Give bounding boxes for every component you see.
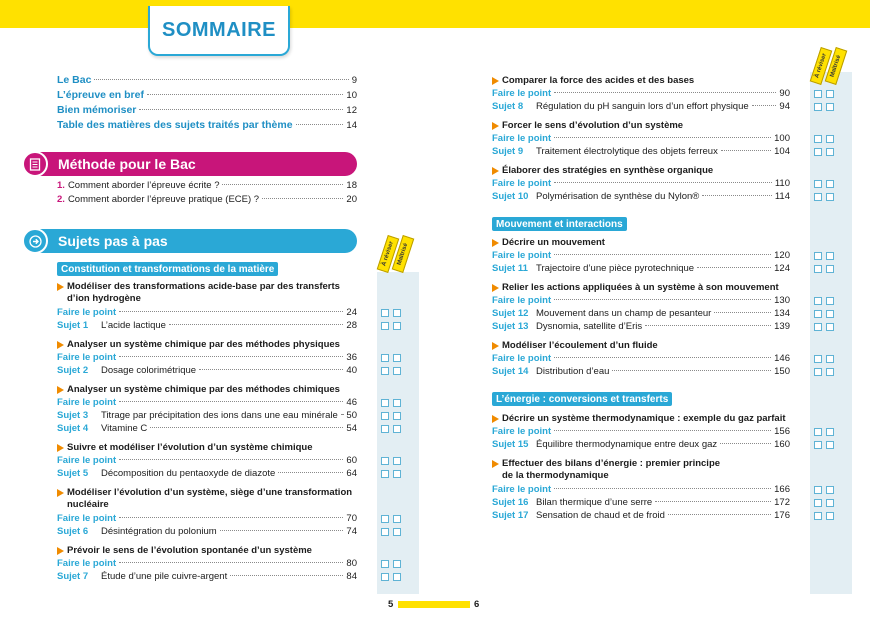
faire-le-point-row[interactable]: Faire le point 156 — [492, 426, 790, 437]
methode-item[interactable]: 2. Comment aborder l’épreuve pratique (ECE) ? 20 — [57, 194, 357, 205]
checkbox-maitrise[interactable] — [826, 135, 834, 143]
checkbox-maitrise[interactable] — [826, 90, 834, 98]
checkbox-maitrise[interactable] — [393, 322, 401, 330]
checkbox-maitrise[interactable] — [393, 354, 401, 362]
checkbox-maitrise[interactable] — [826, 428, 834, 436]
checkbox-a-reviser[interactable] — [381, 528, 389, 536]
methode-item[interactable]: 1. Comment aborder l’épreuve écrite ? 18 — [57, 180, 357, 191]
intro-item[interactable]: Le Bac 9 — [57, 74, 357, 86]
faire-le-point-row[interactable]: Faire le point 100 — [492, 133, 790, 144]
tag-a-reviser: À réviser — [810, 47, 833, 85]
checkbox-maitrise[interactable] — [826, 499, 834, 507]
chapter-heading[interactable]: Relier les actions appliquées à un système à son mouvement — [492, 282, 790, 294]
chapter-heading[interactable]: Analyser un système chimique par des méthodes chimiques — [57, 384, 357, 396]
checkbox-maitrise[interactable] — [393, 457, 401, 465]
checkbox-maitrise[interactable] — [393, 528, 401, 536]
checkbox-a-reviser[interactable] — [814, 441, 822, 449]
sujet-row[interactable]: Sujet 14 Distribution d’eau 150 — [492, 366, 790, 377]
checkbox-a-reviser[interactable] — [381, 322, 389, 330]
intro-item[interactable]: Table des matières des sujets traités par thème 14 — [57, 119, 357, 131]
faire-le-point-row[interactable]: Faire le point 46 — [57, 397, 357, 408]
checkbox-maitrise[interactable] — [826, 148, 834, 156]
faire-le-point-row[interactable]: Faire le point 36 — [57, 352, 357, 363]
checkbox-a-reviser[interactable] — [381, 309, 389, 317]
sujet-row[interactable]: Sujet 7 Étude d’une pile cuivre-argent 84 — [57, 571, 357, 582]
faire-le-point-row[interactable]: Faire le point 130 — [492, 295, 790, 306]
chapter-heading[interactable]: Décrire un mouvement — [492, 237, 790, 249]
checkbox-a-reviser[interactable] — [814, 148, 822, 156]
sujet-row[interactable]: Sujet 6 Désintégration du polonium 74 — [57, 526, 357, 537]
sujet-row[interactable]: Sujet 8 Régulation du pH sanguin lors d’un effort physique 94 — [492, 101, 790, 112]
sujet-row[interactable]: Sujet 13 Dysnomia, satellite d’Eris 139 — [492, 321, 790, 332]
checkbox-a-reviser[interactable] — [381, 470, 389, 478]
checkbox-a-reviser[interactable] — [814, 310, 822, 318]
intro-item[interactable]: Bien mémoriser 12 — [57, 104, 357, 116]
top-yellow-band — [0, 0, 870, 28]
checkbox-a-reviser[interactable] — [814, 193, 822, 201]
faire-le-point-row[interactable]: Faire le point 166 — [492, 484, 790, 495]
tag-maitrise: Maîtrisé — [392, 235, 415, 273]
checkbox-maitrise[interactable] — [826, 512, 834, 520]
chapter-heading[interactable]: Comparer la force des acides et des bases — [492, 75, 790, 87]
sujet-row[interactable]: Sujet 15 Équilibre thermodynamique entre deux gaz 160 — [492, 439, 790, 450]
checkbox-a-reviser[interactable] — [381, 515, 389, 523]
sujet-row[interactable]: Sujet 10 Polymérisation de synthèse du Nylon® 114 — [492, 191, 790, 202]
checkbox-a-reviser[interactable] — [381, 412, 389, 420]
tag-maitrise: Maîtrisé — [825, 47, 848, 85]
checkbox-a-reviser[interactable] — [814, 297, 822, 305]
checkbox-maitrise[interactable] — [826, 103, 834, 111]
faire-le-point-row[interactable]: Faire le point 146 — [492, 353, 790, 364]
checkbox-maitrise[interactable] — [393, 309, 401, 317]
page-title: SOMMAIRE — [162, 18, 276, 41]
sujet-row[interactable]: Sujet 5 Décomposition du pentaoxyde de diazote 64 — [57, 468, 357, 479]
faire-le-point-row[interactable]: Faire le point 90 — [492, 88, 790, 99]
checkbox-maitrise[interactable] — [826, 310, 834, 318]
faire-le-point-row[interactable]: Faire le point 24 — [57, 307, 357, 318]
checkbox-a-reviser[interactable] — [814, 512, 822, 520]
methode-title: Méthode pour le Bac — [32, 152, 357, 176]
sujet-row[interactable]: Sujet 11 Trajectoire d’une pièce pyrotechnique 124 — [492, 263, 790, 274]
checkbox-a-reviser[interactable] — [814, 265, 822, 273]
checkbox-a-reviser[interactable] — [381, 367, 389, 375]
checkbox-a-reviser[interactable] — [814, 323, 822, 331]
chapter-heading[interactable]: Forcer le sens d’évolution d’un système — [492, 120, 790, 132]
checkbox-a-reviser[interactable] — [814, 499, 822, 507]
chapter-heading[interactable]: Modéliser des transformations acide-base par des transferts d’ion hydrogène — [57, 281, 347, 305]
sujet-row[interactable]: Sujet 16 Bilan thermique d’une serre 172 — [492, 497, 790, 508]
checkbox-maitrise[interactable] — [826, 252, 834, 260]
page-number-left: 5 — [388, 599, 394, 610]
checkbox-a-reviser[interactable] — [381, 354, 389, 362]
checkbox-maitrise[interactable] — [826, 486, 834, 494]
chapter-heading[interactable]: Suivre et modéliser l’évolution d’un système chimique — [57, 442, 357, 454]
sujet-row[interactable]: Sujet 9 Traitement électrolytique des objets ferreux 104 — [492, 146, 790, 157]
sommaire-header-tab — [148, 6, 290, 56]
checkbox-a-reviser[interactable] — [814, 252, 822, 260]
chapter-heading[interactable]: Modéliser l’écoulement d’un fluide — [492, 340, 790, 352]
faire-le-point-row[interactable]: Faire le point 120 — [492, 250, 790, 261]
checkbox-a-reviser[interactable] — [381, 425, 389, 433]
chapter-heading[interactable]: Modéliser l’évolution d’un système, siège d’une transformation nucléaire — [57, 487, 357, 511]
checkbox-a-reviser[interactable] — [814, 135, 822, 143]
intro-item[interactable]: L’épreuve en bref 10 — [57, 89, 357, 101]
checkbox-a-reviser[interactable] — [814, 486, 822, 494]
theme-header: Mouvement et interactions — [492, 217, 627, 231]
checkbox-a-reviser[interactable] — [814, 355, 822, 363]
checkbox-maitrise[interactable] — [393, 412, 401, 420]
checkbox-maitrise[interactable] — [826, 441, 834, 449]
sujet-row[interactable]: Sujet 2 Dosage colorimétrique 40 — [57, 365, 357, 376]
arrow-right-icon — [22, 228, 48, 254]
checkbox-maitrise[interactable] — [393, 560, 401, 568]
tag-a-reviser: À réviser — [377, 235, 400, 273]
chapter-heading[interactable]: Prévoir le sens de l’évolution spontanée d’un système — [57, 545, 357, 557]
checkbox-maitrise[interactable] — [826, 297, 834, 305]
sujet-row[interactable]: Sujet 17 Sensation de chaud et de froid 176 — [492, 510, 790, 521]
checkbox-a-reviser[interactable] — [381, 399, 389, 407]
chapter-heading[interactable]: Décrire un système thermodynamique : exemple du gaz parfait — [492, 413, 790, 425]
checkbox-maitrise[interactable] — [826, 323, 834, 331]
sujet-row[interactable]: Sujet 4 Vitamine C 54 — [57, 423, 357, 434]
checkbox-maitrise[interactable] — [393, 399, 401, 407]
theme-header: L’énergie : conversions et transferts — [492, 392, 672, 406]
checkbox-maitrise[interactable] — [393, 573, 401, 581]
footer-yellow-bar — [398, 601, 470, 608]
checkbox-maitrise[interactable] — [393, 425, 401, 433]
checkbox-maitrise[interactable] — [826, 193, 834, 201]
theme-header: Constitution et transformations de la matière — [57, 262, 278, 276]
chapter-heading[interactable]: Effectuer des bilans d’énergie : premier principe de la thermodynamique — [492, 458, 732, 482]
sujets-title: Sujets pas à pas — [32, 229, 357, 253]
sujet-row[interactable]: Sujet 3 Titrage par précipitation des ions dans une eau minérale 50 — [57, 410, 357, 421]
chapter-heading[interactable]: Élaborer des stratégies en synthèse organique — [492, 165, 790, 177]
chapter-heading[interactable]: Analyser un système chimique par des méthodes physiques — [57, 339, 357, 351]
checkbox-a-reviser[interactable] — [381, 560, 389, 568]
document-icon — [22, 151, 48, 177]
faire-le-point-row[interactable]: Faire le point 70 — [57, 513, 357, 524]
checkbox-a-reviser[interactable] — [381, 573, 389, 581]
checkbox-a-reviser[interactable] — [814, 103, 822, 111]
checkbox-a-reviser[interactable] — [814, 368, 822, 376]
checkbox-maitrise[interactable] — [393, 470, 401, 478]
checkbox-maitrise[interactable] — [393, 367, 401, 375]
page-number-right: 6 — [474, 599, 480, 610]
checkbox-maitrise[interactable] — [826, 180, 834, 188]
checkbox-maitrise[interactable] — [826, 355, 834, 363]
checkbox-maitrise[interactable] — [393, 515, 401, 523]
faire-le-point-row[interactable]: Faire le point 80 — [57, 558, 357, 569]
sujet-row[interactable]: Sujet 12 Mouvement dans un champ de pesanteur 134 — [492, 308, 790, 319]
faire-le-point-row[interactable]: Faire le point 60 — [57, 455, 357, 466]
sujet-row[interactable]: Sujet 1 L’acide lactique 28 — [57, 320, 357, 331]
checkbox-a-reviser[interactable] — [814, 90, 822, 98]
checkbox-maitrise[interactable] — [826, 265, 834, 273]
checkbox-a-reviser[interactable] — [814, 428, 822, 436]
checklist-column-left — [377, 272, 419, 594]
checkbox-maitrise[interactable] — [826, 368, 834, 376]
faire-le-point-row[interactable]: Faire le point 110 — [492, 178, 790, 189]
checkbox-a-reviser[interactable] — [814, 180, 822, 188]
checkbox-a-reviser[interactable] — [381, 457, 389, 465]
